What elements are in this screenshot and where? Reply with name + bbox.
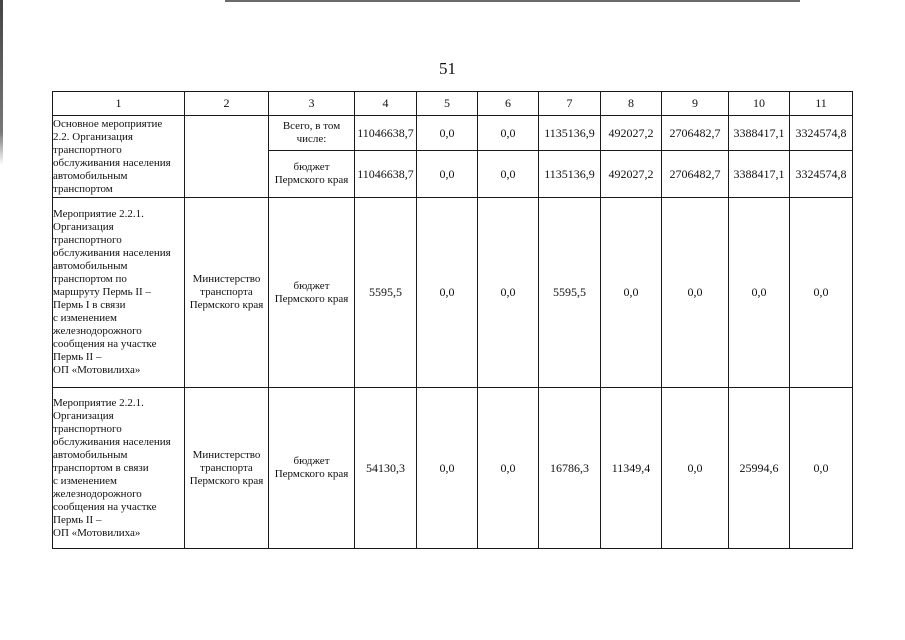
column-number: 9 [662,92,729,116]
column-number: 3 [269,92,355,116]
value-cell: 54130,3 [355,388,417,549]
executor-cell: Министерство транспорта Пермского края [185,198,269,388]
value-cell: 0,0 [790,198,853,388]
column-number: 1 [53,92,185,116]
value-cell: 25994,6 [729,388,790,549]
value-cell: 3324574,8 [790,116,853,151]
value-cell: 0,0 [662,198,729,388]
value-cell: 0,0 [417,151,478,198]
table-row [53,116,853,151]
funding-source: бюджет Пермского края [269,198,355,388]
funding-source: Всего, в том числе: [269,116,355,151]
value-cell: 0,0 [790,388,853,549]
scan-edge-top [225,0,800,2]
value-cell: 0,0 [417,388,478,549]
column-number: 5 [417,92,478,116]
executor-cell: Министерство транспорта Пермского края [185,388,269,549]
value-cell: 0,0 [478,151,539,198]
activity-name: Мероприятие 2.2.1. Организация транспортного обслуживания населения автомобильным транспортом в связи с изменением железнодорожного сообщения на участке Пермь II – ОП «Мотовилиха» [53,388,185,549]
column-number: 2 [185,92,269,116]
column-number: 4 [355,92,417,116]
column-number-row [53,92,853,116]
value-cell: 1135136,9 [539,151,601,198]
value-cell: 0,0 [601,198,662,388]
scan-edge-left [0,0,3,165]
value-cell: 0,0 [662,388,729,549]
table-row [53,198,853,388]
activity-name: Основное мероприятие 2.2. Организация транспортного обслуживания населения автомобильным транспортом [53,116,185,198]
value-cell: 0,0 [417,198,478,388]
value-cell: 1135136,9 [539,116,601,151]
executor-cell [185,116,269,198]
column-number: 8 [601,92,662,116]
value-cell: 16786,3 [539,388,601,549]
funding-source: бюджет Пермского края [269,151,355,198]
value-cell: 3388417,1 [729,151,790,198]
column-number: 11 [790,92,853,116]
table-row [53,388,853,549]
column-number: 10 [729,92,790,116]
column-number: 7 [539,92,601,116]
value-cell: 0,0 [478,116,539,151]
value-cell: 11046638,7 [355,116,417,151]
value-cell: 2706482,7 [662,116,729,151]
value-cell: 492027,2 [601,151,662,198]
value-cell: 0,0 [729,198,790,388]
value-cell: 5595,5 [355,198,417,388]
value-cell: 2706482,7 [662,151,729,198]
value-cell: 3388417,1 [729,116,790,151]
value-cell: 492027,2 [601,116,662,151]
financing-table [52,91,853,549]
activity-name: Мероприятие 2.2.1. Организация транспортного обслуживания населения автомобильным транспортом по маршруту Пермь II – Пермь I в связи с изменением железнодорожного сообщения на участке Пермь II – ОП «Мотовилиха» [53,198,185,388]
funding-source: бюджет Пермского края [269,388,355,549]
value-cell: 0,0 [417,116,478,151]
value-cell: 3324574,8 [790,151,853,198]
value-cell: 11349,4 [601,388,662,549]
value-cell: 11046638,7 [355,151,417,198]
value-cell: 5595,5 [539,198,601,388]
column-number: 6 [478,92,539,116]
value-cell: 0,0 [478,198,539,388]
value-cell: 0,0 [478,388,539,549]
page-number: 51 [439,59,456,78]
